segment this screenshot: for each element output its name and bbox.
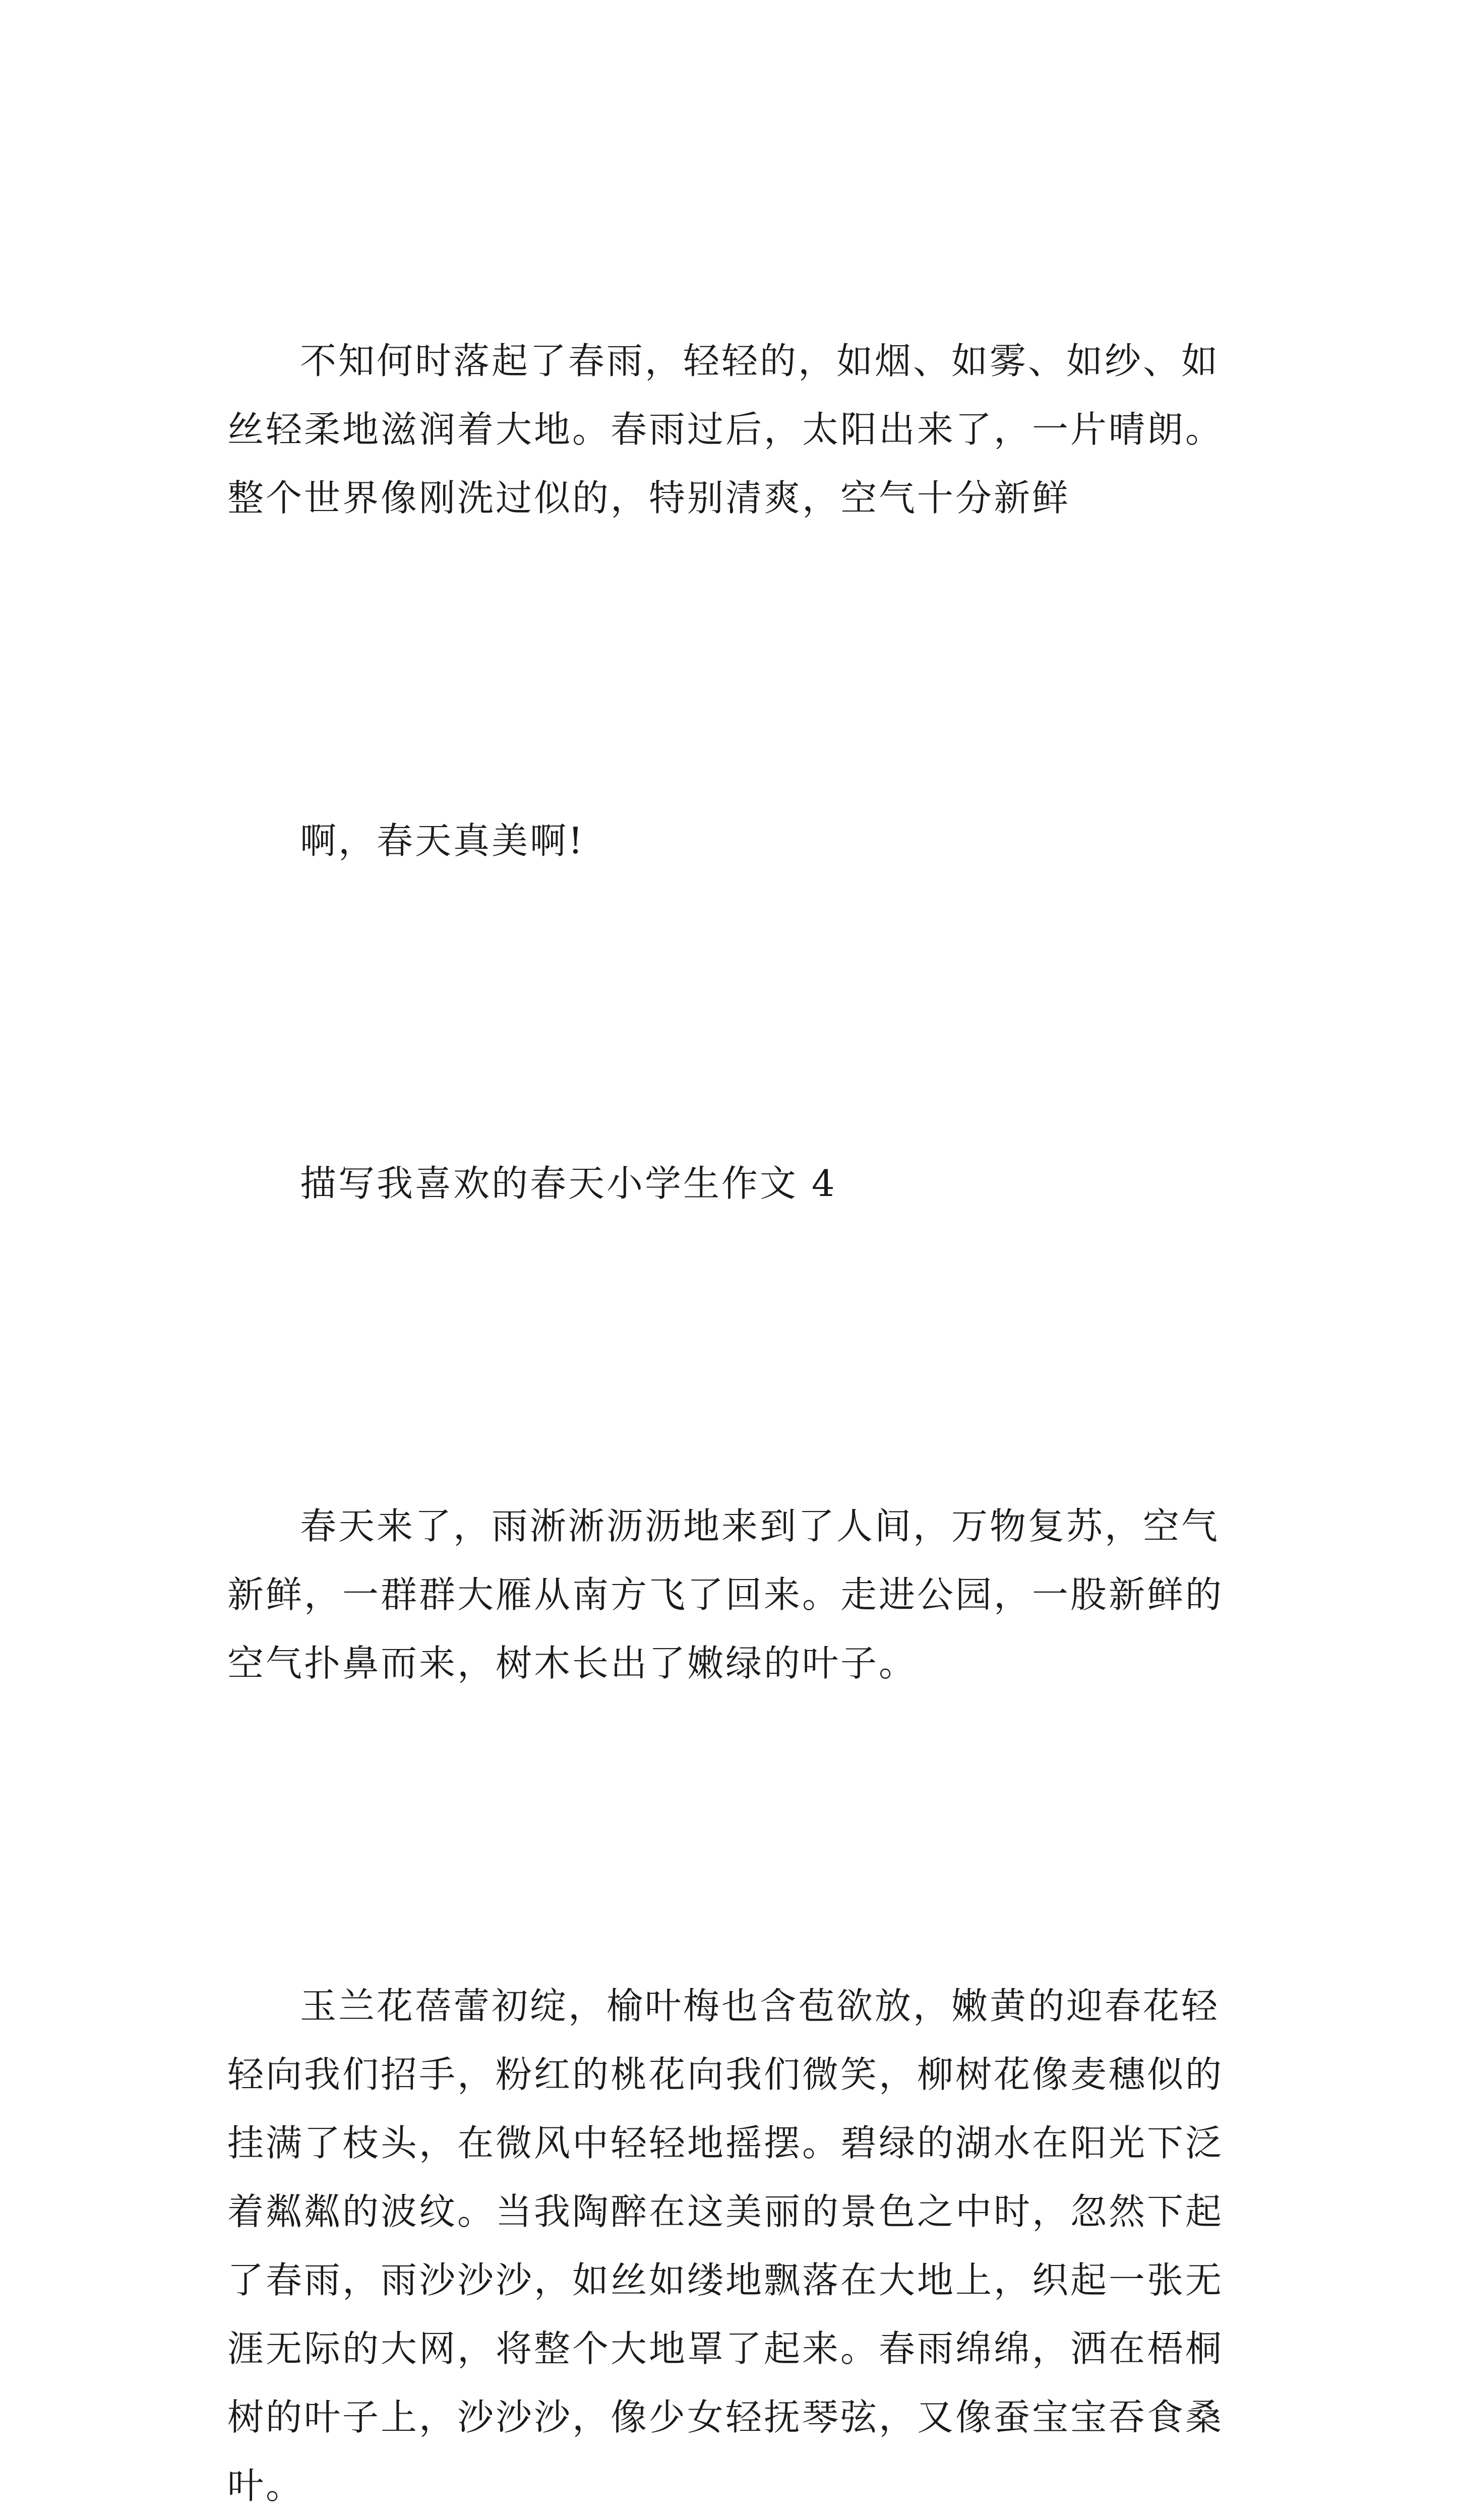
text-line: 轻向我们招手，粉红的桃花向我们微笑，柳树花像麦穗似的	[227, 2053, 1224, 2096]
text-line: 叶。	[227, 2465, 305, 2507]
paragraph-1	[227, 190, 1241, 669]
text-line: 挂满了枝头，在微风中轻轻地摇摆。碧绿的湖水在阳光下泛	[227, 2122, 1224, 2164]
paragraph-2	[227, 669, 1241, 1012]
text-line: 春天来了，雨淅淅沥沥地来到了人间，万物复苏，空气	[300, 1505, 1220, 1547]
text-line: 着粼粼的波纹。当我陶醉在这美丽的景色之中时，忽然下起	[227, 2190, 1224, 2233]
text-line: 了春雨，雨沙沙沙，如丝如缕地飘落在大地上，织起一张无	[227, 2259, 1224, 2301]
paragraph-5	[227, 1835, 1241, 2520]
text-line: 树的叶子上，沙沙沙，像少女轻抚琴弦，又像蚕宝宝吞食桑	[227, 2396, 1224, 2438]
paragraph-4	[227, 1355, 1241, 1835]
text-line: 整个世界像刚洗过似的，特别清爽，空气十分新鲜	[227, 477, 1071, 519]
text-line: 不知何时落起了春雨，轻轻的，如烟、如雾、如纱、如	[300, 340, 1220, 382]
text-line: 空气扑鼻而来，树木长出了嫩绿的叶子。	[227, 1642, 918, 1684]
text-line: 涯无际的大网，将整个大地罩了起来。春雨绵绵，洒在梧桐	[227, 2327, 1224, 2370]
text-line: 新鲜，一群群大雁从南方飞了回来。走进公园，一股新鲜的	[227, 1573, 1224, 1616]
document-body	[227, 190, 1241, 2520]
text-line: 丝轻柔地滋润着大地。春雨过后，太阳出来了，一片晴朗。	[227, 408, 1224, 451]
text-line: 描写我喜欢的春天小学生作文 4	[300, 1162, 837, 1205]
essay-title	[227, 1012, 1241, 1355]
text-line: 啊，春天真美啊!	[300, 820, 585, 862]
text-line: 玉兰花蓓蕾初绽，榆叶梅也含苞欲放，嫩黄的迎春花轻	[300, 1985, 1220, 2027]
